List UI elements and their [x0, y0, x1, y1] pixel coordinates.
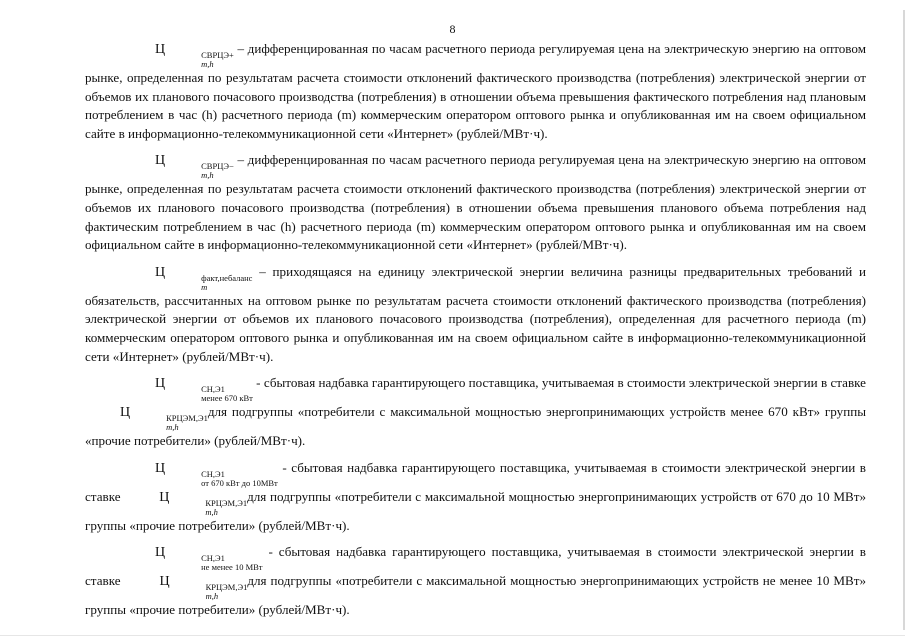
- document-body: [85, 40, 866, 628]
- definition-text: – дифференцированная по часам расчетного периода регулируемая цена на электрическую энергию на оптовом рынке, определенная по результатам расчета стоимости отклонений фактического производства (потребления) электрической энергии от объемов их планового почасового производства (потребления) в отношении объема превышения фактического потребления над плановым потреблением в час (h) расчетного периода (m) коммерческим оператором оптового рынка и опубликованная им на своем официальном сайте в информационно-телекоммуникационной сети «Интернет» (рублей/МВт·ч).: [85, 41, 866, 141]
- price-symbol: Ц СВРЦЭ− m,h: [155, 153, 234, 181]
- surcharge-text: для подгруппы «потребители с максимальной мощностью энергопринимающих устройств не менее 10 МВт» группы «прочие потребители» (рублей/МВт·ч).: [85, 573, 866, 618]
- rate-symbol: Ц КРЦЭМ,Э1 m,h: [120, 405, 208, 433]
- page-number: 8: [449, 22, 456, 36]
- surcharge-paragraph-1: [85, 374, 866, 451]
- rate-symbol: Ц КРЦЭМ,Э1 m,h: [159, 574, 248, 602]
- surcharge-paragraph-3: [85, 543, 866, 620]
- scan-edge-bottom: [0, 635, 905, 636]
- definition-text: – приходящаяся на единицу электрической энергии величина разницы предварительных требований и обязательств, рассчитанных на оптовом рынке по результатам расчета стоимости отклонений фактического производства (потребления) электрической энергии от объемов их планового почасового производства (потребления), определенная для расчетного периода (m) коммерческим оператором оптового рынка и опубликованная им на своем официальном сайте в информационно-телекоммуникационной сети «Интернет» (рублей/МВт·ч).: [85, 263, 866, 364]
- surcharge-text: для подгруппы «потребители с максимальной мощностью энергопринимающих устройств от 670 до 10 МВт» группы «прочие потребители» (рублей/МВт·ч).: [85, 488, 866, 533]
- surcharge-text: - сбытовая надбавка гарантирующего поставщика, учитываемая в стоимости электрической энергии в ставке: [85, 459, 866, 504]
- price-symbol: Ц факт,небаланс m: [155, 264, 253, 292]
- rate-symbol: Ц КРЦЭМ,Э1 m,h: [159, 489, 248, 517]
- surcharge-symbol: Ц СН,Э1 не менее 10 МВт: [155, 545, 263, 573]
- surcharge-text: для подгруппы «потребители с максимальной мощностью энергопринимающих устройств менее 670 кВт» группы «прочие потребители» (рублей/МВт·ч).: [85, 404, 866, 449]
- definition-paragraph-1: [85, 40, 866, 143]
- surcharge-symbol: Ц СН,Э1 менее 670 кВт: [155, 376, 253, 404]
- surcharge-text: - сбытовая надбавка гарантирующего поставщика, учитываемая в стоимости электрической энергии в ставке: [252, 375, 866, 391]
- definition-paragraph-3: [85, 263, 866, 366]
- definition-paragraph-2: [85, 151, 866, 254]
- surcharge-symbol: Ц СН,Э1 от 670 кВт до 10МВт: [155, 460, 278, 488]
- price-symbol: Ц СВРЦЭ+ m,h: [155, 42, 234, 69]
- surcharge-paragraph-2: [85, 459, 866, 536]
- surcharge-text: - сбытовая надбавка гарантирующего поставщика, учитываемая в стоимости электрической энергии в ставке: [85, 544, 866, 589]
- definition-text: – дифференцированная по часам расчетного периода регулируемая цена на электрическую энергию на оптовом рынке, определенная по результатам расчета стоимости отклонений фактического производства (потребления) электрической энергии от объемов их планового почасового производства (потребления) в отношении объема превышения планового объема потребления над фактическим потреблением в час (h) расчетного периода (m) коммерческим оператором оптового рынка и опубликованная им на своем официальном сайте в информационно-телекоммуникационной сети «Интернет» (рублей/МВт·ч).: [85, 152, 866, 253]
